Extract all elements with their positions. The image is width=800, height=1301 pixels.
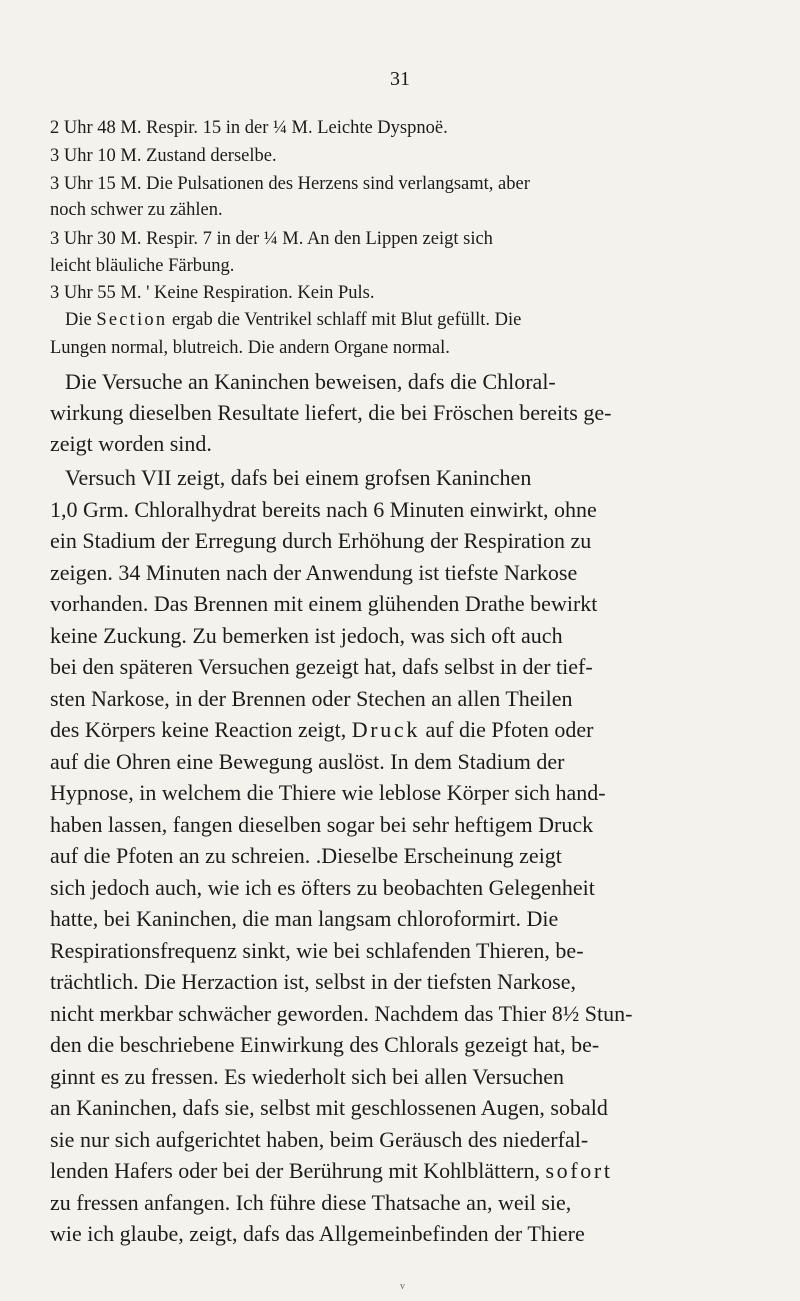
protocol-entry: 3 Uhr 10 M. Zustand derselbe. — [50, 146, 277, 166]
paragraph-line: Hypnose, in welchem die Thiere wie leblose Körper sich hand- — [50, 780, 606, 805]
paragraph-line: zeigen. 34 Minuten nach der Anwendung ist tiefste Narkose — [50, 560, 578, 585]
paragraph-line: wie ich glaube, zeigt, dafs das Allgemeinbefinden der Thiere — [50, 1221, 585, 1246]
paragraph-line: des Körpers keine Reaction zeigt, Druck auf die Pfoten oder — [50, 717, 594, 742]
emphasis-word: Druck — [351, 717, 420, 742]
paragraph-line: sich jedoch auch, wie ich es öfters zu beobachten Gelegenheit — [50, 875, 595, 900]
emphasis-word: Section — [96, 310, 168, 330]
paragraph-line: wirkung dieselben Resultate liefert, die bei Fröschen bereits ge- — [50, 400, 612, 425]
paragraph-line: bei den späteren Versuchen gezeigt hat, dafs selbst in der tief- — [50, 654, 593, 679]
paragraph-line: nicht merkbar schwächer geworden. Nachdem das Thier 8½ Stun- — [50, 1001, 633, 1026]
paragraph-line: Die Versuche an Kaninchen beweisen, dafs die Chloral- — [65, 369, 556, 394]
paragraph-line: 1,0 Grm. Chloralhydrat bereits nach 6 Minuten einwirkt, ohne — [50, 497, 597, 522]
printer-mark: v — [400, 1281, 405, 1292]
page-number: 31 — [390, 68, 410, 90]
paragraph-line: den die beschriebene Einwirkung des Chlorals gezeigt hat, be- — [50, 1032, 600, 1057]
emphasis-word: sofort — [545, 1158, 613, 1183]
paragraph-line: ein Stadium der Erregung durch Erhöhung der Respiration zu — [50, 528, 592, 553]
paragraph-line: sten Narkose, in der Brennen oder Stechen an allen Theilen — [50, 686, 573, 711]
paragraph-line: keine Zuckung. Zu bemerken ist jedoch, was sich oft auch — [50, 623, 563, 648]
section-result-line: Lungen normal, blutreich. Die andern Organe normal. — [50, 338, 450, 358]
protocol-entry: 3 Uhr 15 M. Die Pulsationen des Herzens sind verlangsamt, aber — [50, 174, 530, 194]
section-result-line: Die Section ergab die Ventrikel schlaff mit Blut gefüllt. Die — [65, 310, 522, 330]
protocol-entry: 3 Uhr 55 M. ' Keine Respiration. Kein Puls. — [50, 283, 375, 303]
paragraph-line: Respirationsfrequenz sinkt, wie bei schlafenden Thieren, be- — [50, 938, 584, 963]
protocol-entry-continuation: leicht bläuliche Färbung. — [50, 256, 235, 276]
paragraph-line: Versuch VII zeigt, dafs bei einem grofsen Kaninchen — [65, 465, 532, 490]
paragraph-line: vorhanden. Das Brennen mit einem glühenden Drathe bewirkt — [50, 591, 598, 616]
paragraph-line: zeigt worden sind. — [50, 431, 212, 456]
paragraph-line: an Kaninchen, dafs sie, selbst mit geschlossenen Augen, sobald — [50, 1095, 608, 1120]
paragraph-line: sie nur sich aufgerichtet haben, beim Geräusch des niederfal- — [50, 1127, 589, 1152]
protocol-entry: 2 Uhr 48 M. Respir. 15 in der ¼ M. Leichte Dyspnoë. — [50, 118, 448, 138]
paragraph-line: auf die Ohren eine Bewegung auslöst. In dem Stadium der — [50, 749, 565, 774]
paragraph-line: zu fressen anfangen. Ich führe diese Thatsache an, weil sie, — [50, 1190, 572, 1215]
paragraph-line: auf die Pfoten an zu schreien. .Dieselbe Erscheinung zeigt — [50, 843, 562, 868]
paragraph-line: ginnt es zu fressen. Es wiederholt sich bei allen Versuchen — [50, 1064, 565, 1089]
paragraph-line: trächtlich. Die Herzaction ist, selbst in der tiefsten Narkose, — [50, 969, 576, 994]
paragraph-line: haben lassen, fangen dieselben sogar bei sehr heftigem Druck — [50, 812, 594, 837]
protocol-entry-continuation: noch schwer zu zählen. — [50, 200, 223, 220]
protocol-entry: 3 Uhr 30 M. Respir. 7 in der ¼ M. An den Lippen zeigt sich — [50, 229, 493, 249]
paragraph-line: hatte, bei Kaninchen, die man langsam chloroformirt. Die — [50, 906, 559, 931]
paragraph-line: lenden Hafers oder bei der Berührung mit Kohlblättern, sofort — [50, 1158, 613, 1183]
